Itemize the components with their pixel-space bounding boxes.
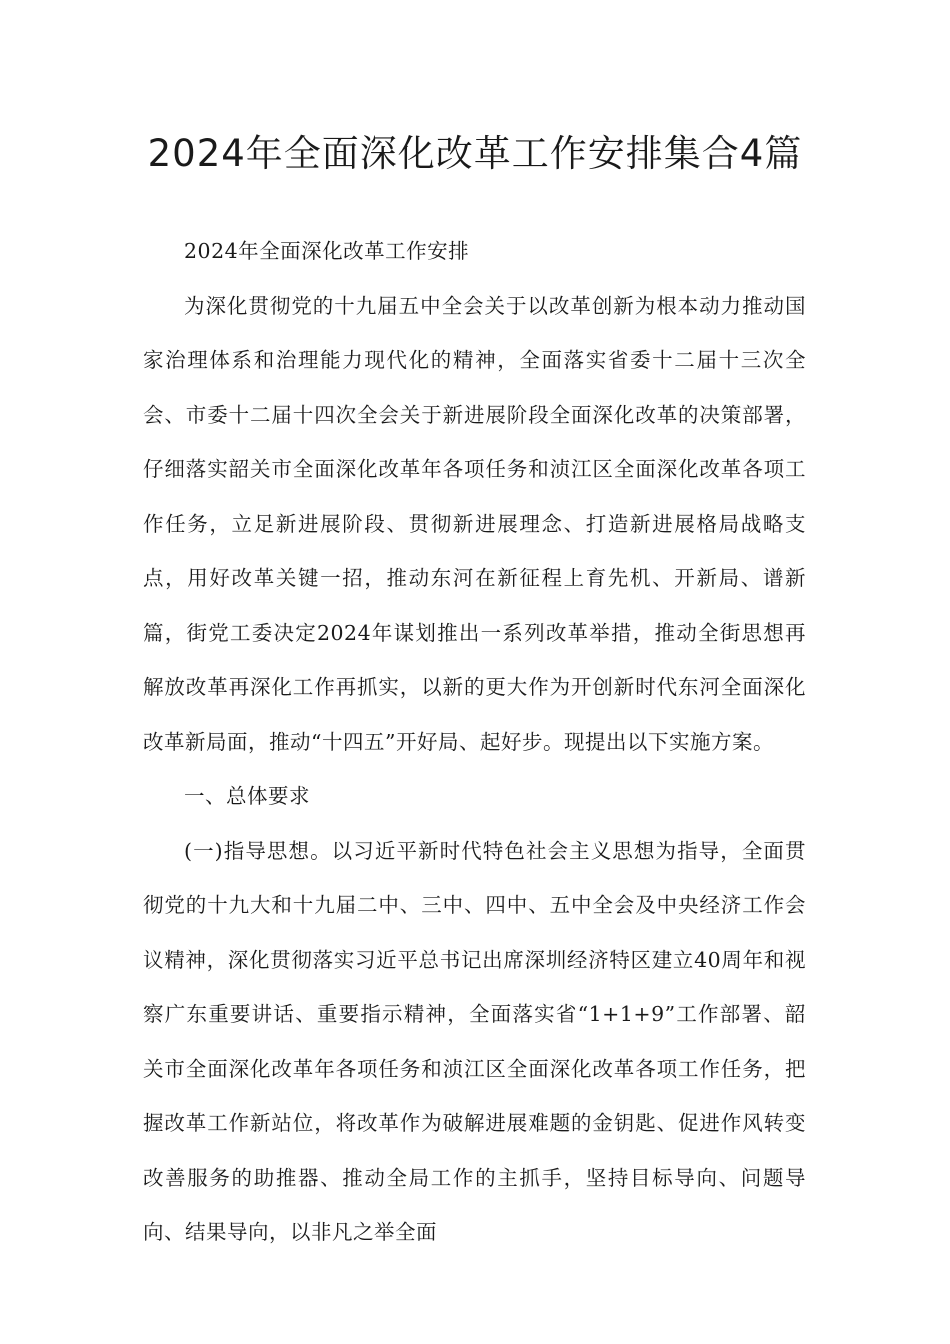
intro-paragraph: 为深化贯彻党的十九届五中全会关于以改革创新为根本动力推动国家治理体系和治理能力现代化的精神，全面落实省委十二届十三次全会、市委十二届十四次全会关于新进展阶段全面深化改革的决策部署，仔细落实韶关市全面深化改革年各项任务和浈江区全面深化改革各项工作任务，立足新进展阶段、贯彻新进展理念、打造新进展格局战略支点，用好改革关键一招，推动东河在新征程上育先机、开新局、谱新篇，街党工委决定2024年谋划推出一系列改革举措，推动全街思想再解放改革再深化工作再抓实，以新的更大作为开创新时代东河全面深化改革新局面，推动“十四五”开好局、起好步。现提出以下实施方案。 [143, 293, 806, 754]
document-title: 2024年全面深化改革工作安排集合4篇 [147, 132, 803, 175]
guiding-ideology-paragraph: (一)指导思想。以习近平新时代特色社会主义思想为指导，全面贯彻党的十九大和十九届二中、三中、四中、五中全会及中央经济工作会议精神，深化贯彻落实习近平总书记出席深圳经济特区建立40周年和视察广东重要讲话、重要指示精神，全面落实省“1+1+9”工作部署、韶关市全面深化改革年各项任务和浈江区全面深化改革各项工作任务，把握改革工作新站位，将改革作为破解进展难题的金钥匙、促进作风转变改善服务的助推器、推动全局工作的主抓手，坚持目标导向、问题导向、结果导向，以非凡之举全面 [143, 838, 806, 1244]
document-body [143, 224, 806, 1260]
section-subtitle: 2024年全面深化改革工作安排 [184, 239, 470, 263]
section-heading: 一、总体要求 [184, 784, 310, 808]
